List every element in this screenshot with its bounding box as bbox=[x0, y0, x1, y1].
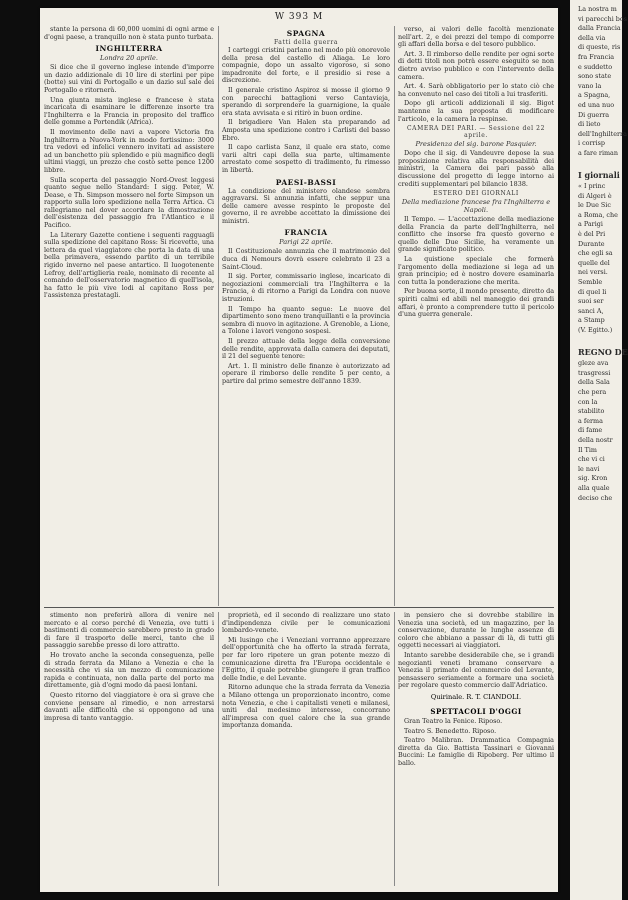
edge-text-line: nei versi. bbox=[578, 268, 608, 277]
section-title: CAMERA DEI PARI. — Sessione del 22 aprile. bbox=[406, 125, 546, 140]
article-subtitle: Della mediazione francese fra l'Inghilterra e Napoli. bbox=[401, 198, 551, 215]
edge-text-line: quelle del bbox=[578, 258, 610, 267]
paragraph: Per buona sorte, il mondo presente, diretto da spiriti calmi ed abili nel maneggio dei grandi affari, è pronto a comprendere tutto il pericolo d'una guerra generale. bbox=[398, 287, 555, 319]
edge-text-line: Semble bbox=[578, 278, 603, 287]
edge-text-line: (V. Egitto.) bbox=[578, 326, 613, 334]
adjacent-page-edge bbox=[566, 0, 628, 900]
column-two bbox=[222, 26, 390, 606]
edge-text-line: che vi ci bbox=[578, 455, 605, 464]
section-title: INGHILTERRA bbox=[95, 44, 163, 54]
paragraph: I carteggi cristini parlano nel modo più onorevole della presa del castello di Aliaga. Le loro compagnie, dopo un assalto vigoroso, si sono impadronite del forte, e il presidio si rese a discrezione. bbox=[222, 46, 390, 85]
paragraph: Dopo gli articoli addizionali il sig. Bigot mantenne la sua proposta di modificare l'articolo, e la camera la respinse. bbox=[398, 99, 554, 123]
bottom-column-three bbox=[398, 612, 554, 886]
upper-section bbox=[44, 26, 554, 606]
column-rule bbox=[394, 26, 395, 606]
edge-text-line: a Stamp bbox=[578, 316, 605, 325]
newspaper-page bbox=[40, 8, 558, 892]
edge-text-line: Durante bbox=[578, 239, 605, 248]
edge-text-line: di fame bbox=[578, 426, 603, 435]
paragraph: Art. 4. Sarà obbligatorio per lo stato ciò che ha convenuto nel caso dei titoli a lui trasferiti. bbox=[398, 82, 554, 98]
bottom-column-two bbox=[222, 612, 390, 886]
paragraph: Il movimento delle navi a vapore Victoria fra Inghilterra a Nuova-York in modo fortissimo: 3000 tra vedovi ed infelici vennero invitati ad assistere ad un banchetto più splendido e più magnifico degli ultimi viaggi, un prezzo che costò sette pence 1200 libbre. bbox=[44, 127, 214, 174]
edge-text-line: vano la bbox=[578, 81, 602, 90]
paragraph: in pensiero che si dovrebbe stabilire in Venezia una società, ed un magazzino, per la conservazione, durante le lunghe assenze di coloro che abbiano a passar di là, di tutti gli oggetti necessari ai viaggiatori. bbox=[398, 611, 554, 650]
edge-text-line: è del Pri bbox=[578, 230, 606, 239]
edge-text-line: vi parecchi bos bbox=[578, 14, 627, 23]
column-rule bbox=[218, 612, 219, 886]
edge-text-line: dell'Inghilterra bbox=[578, 129, 627, 138]
column-rule bbox=[218, 26, 219, 606]
edge-text-line: le Due Sic bbox=[578, 201, 611, 210]
section-subtitle: Fatti della guerra bbox=[273, 39, 339, 46]
paragraph: Il Costituzionale annunzia che il matrimonio del duca di Nemours dovrà essere celebrato il 23 a Saint-Cloud. bbox=[222, 247, 390, 271]
edge-text-line: sanci A, bbox=[578, 306, 604, 315]
adjacent-page-column bbox=[572, 5, 628, 900]
theatre-listing: Teatro S. Benedetto. Riposo. bbox=[404, 726, 497, 735]
paragraph: stimento non preferirà allora di venire nel mercato e al corso perché di Venezia, ove tutti i bastimenti di commercio sarebbero presto in grado di fare il trasporto delle merci, tanto che il passaggio sarebbe presso di loro attratto. bbox=[44, 611, 214, 650]
paragraph: Il capo carlista Sanz, il quale era stato, come varii altri capi della sua parte, ultimamente arrestato come sospetto di tradimento, fu rimesso in libertà. bbox=[222, 143, 390, 174]
edge-text-line: di quel li bbox=[578, 287, 607, 296]
edge-text-line: sig. Kron bbox=[578, 474, 608, 483]
section-title: SPAGNA bbox=[286, 29, 326, 38]
edge-text-line: di Algeri è bbox=[578, 191, 612, 200]
scan-margin-left bbox=[0, 0, 40, 900]
paragraph: Il brigadiere Van Halen sta preparando ad Amposta una spedizione contro i Carlisti del basso Ebro. bbox=[222, 118, 390, 142]
edge-text-line: a Roma, che bbox=[578, 210, 618, 219]
paragraph: La quistione speciale che formerà l'argomento della mediazione si lega ad un gran principio; ed è nostro dovere esaminarla con tutta la ponderazione che merita. bbox=[398, 255, 554, 286]
presidency-line: Presidenza del sig. barone Pasquier. bbox=[415, 140, 537, 149]
paragraph: Il Tempo ha quanto segue: Le nuove del dipartimento sono meno tranquillanti e la provincia sembra di nuovo in agitazione. A Grenoble, a Lione, a Tolone i lavori vengono sospesi. bbox=[222, 304, 391, 336]
paragraph: Una giunta mista inglese e francese è stata incaricata di esaminare le differenze insorte tra l'Inghilterra e la Francia in proposito del traffico delle gomme a Portendik (Africa). bbox=[44, 95, 214, 127]
edge-text-line: di queste, ris bbox=[578, 43, 621, 52]
dateline: Londra 20 aprile. bbox=[99, 54, 158, 63]
paragraph: Intanto sarebbe desiderabile che, se i grandi negozianti veneti bramano conservare a Venezia il primato del commercio del Levante, pensassero seriamente a formare una società per regolare questo commercio dall'Adriatico. bbox=[398, 650, 554, 690]
edge-text-line: a Parigi bbox=[578, 220, 603, 229]
edge-text-line: deciso che bbox=[578, 493, 613, 502]
edge-text-line: a Spagna, bbox=[578, 91, 611, 100]
section-title: PAESI-BASSI bbox=[275, 177, 337, 187]
edge-text-line: della Sala bbox=[578, 378, 610, 387]
edge-text-line: ed una nuo bbox=[578, 100, 615, 109]
section-title: FRANCIA bbox=[284, 228, 328, 238]
section-title: ESTERO DEI GIORNALI bbox=[433, 190, 519, 198]
edge-text-line: i corrisp bbox=[578, 139, 606, 148]
paragraph: Art. 3. Il rimborso delle rendite per ogni sorte di detti titoli non potrà essere eseguito se non dietro avviso pubblico e con l'intervento della camera. bbox=[398, 49, 554, 81]
dateline: Parigi 22 aprile. bbox=[279, 238, 333, 247]
column-one bbox=[44, 26, 214, 606]
edge-heading: REGNO DE bbox=[578, 346, 628, 357]
paragraph: Questo ritorno del viaggiatore è ora sì grave che conviene pensare al rimedio, e non arrestarsi davanti alle difficoltà che si oppongono ad una impresa di tanto vantaggio. bbox=[44, 690, 214, 722]
column-rule bbox=[394, 612, 395, 886]
edge-text-line: con la bbox=[578, 397, 598, 406]
edge-text-line: La nostra m bbox=[578, 5, 617, 13]
paragraph: Sulla scoperta del passaggio Nord-Ovest leggesi quanto segue nello Standard: I sigg. Peter, W. Dease, e Th. Simpson mossero nel forte Simpson un rapporto sulla loro spedizione nella Terra Artica. Ci rallegriamo nel dover accordare la dimostrazione dell'esistenza del passaggio fra l'Atlantico e il Pacifico. bbox=[44, 175, 214, 230]
edge-text-line: suoi ser bbox=[578, 297, 604, 306]
paragraph: La condizione del ministero olandese sembra aggravarsi. Si annunzia infatti, che seppur una delle camere avesse respinto le proposte del governo, il re avrebbe accettato la dimissione dei ministri. bbox=[222, 186, 390, 225]
edge-text-line: le navi bbox=[578, 464, 600, 473]
paragraph: stante la persona di 60,000 uomini di ogni arme e d'ogni paese, a tranquillo non è stata punto turbata. bbox=[44, 25, 214, 41]
edge-text-line: sono state bbox=[578, 72, 612, 81]
paragraph: verso, ai valori delle facoltà menzionate nell'art. 2, e dei prezzi del tempo di comporre gli affari della borsa e del tesoro pubblico. bbox=[398, 25, 554, 49]
edge-text-line: che egli sa bbox=[578, 249, 613, 258]
edge-text-line: dalla Francia bbox=[578, 24, 621, 33]
edge-text-line: fra Francia bbox=[578, 52, 615, 61]
edge-heading: I giornali bbox=[578, 169, 620, 180]
paragraph: Ritorno adunque che la strada ferrata da Venezia a Milano ottenga un proporzionato incontro, come nota Venezia, e che i capitalisti veneti e milanesi, uniti dal medesimo interesse, concorrano all'impresa con quel calore che la sua grande importanza domanda. bbox=[222, 683, 390, 730]
page-header: W 393 M bbox=[274, 12, 324, 22]
edge-text-line: a fare riman bbox=[578, 148, 618, 157]
lower-section bbox=[44, 612, 554, 886]
theatre-listing: Teatro Malibran. Drammatica Compagnia diretta da Gio. Battista Tassinari e Giovanni Buccini: Le famiglie di Ripoberg. Per ultimo il ballo. bbox=[398, 736, 554, 767]
scan-gutter bbox=[558, 0, 566, 900]
edge-text-line: Di guerra bbox=[578, 110, 610, 119]
paragraph: Il prezzo attuale della legge della conversione delle rendite, approvata dalla camera dei deputati, il 21 del seguente tenore: bbox=[222, 337, 390, 361]
paragraph: La Literary Gazette contiene i seguenti ragguagli sulla spedizione del capitano Ross: Si ricevette, una lettera da quel viaggiatore che porta la data di una bella primavera, essendo partito di un terribile rigido inverno nel paese antartico. Il luogotenente Lefroy, dell'artiglieria reale, nominato di recente al comando dell'osservatorio magnetico di quell'isola, ha fatto le più vive lodi al capitano Ross per l'assistenza prestatagli. bbox=[44, 230, 214, 300]
theatre-heading: SPETTACOLI D'OGGI bbox=[430, 706, 522, 716]
paragraph: Mi lusingo che i Veneziani vorranno apprezzare dell'opportunità che ha offerto la strada ferrata, per far loro ripetere un gran potente mezzo di comunicazione diretta fra l'Europa occidentale e l'Egitto, il quale potrebbe giungere il gran traffico delle Indie, e del Levante. bbox=[222, 635, 390, 682]
paragraph: Art. 1. Il ministro delle finanze è autorizzato ad operare il rimborso delle rendite 5 per cento, a partire dal primo semestre dell'anno 1839. bbox=[222, 361, 390, 385]
column-three bbox=[398, 26, 554, 606]
edge-text-line: della nostr bbox=[578, 435, 613, 444]
edge-text-line: che pera bbox=[578, 387, 607, 396]
paragraph: Il generale cristino Aspiroz si mosse il giorno 9 con parecchi battaglioni verso Cantavieja, sperando di sorprendere la guarnigione, la quale era stata avvisata e si ritirò in buon ordine. bbox=[222, 85, 390, 117]
bottom-column-one bbox=[44, 612, 214, 886]
edge-text-line: trasgressi bbox=[578, 368, 611, 377]
edge-text-line: della via bbox=[578, 33, 606, 42]
paragraph: Si dice che il governo inglese intende d'imporre un dazio addizionale di 10 lire di sterlini per pipe (botte) sui vini di Portogallo e un dazio sul sale dei Portogallo e ritornerà. bbox=[44, 63, 214, 94]
edge-text-line: e suddetto bbox=[578, 62, 613, 71]
edge-text-line: gleze ava bbox=[578, 359, 609, 368]
edge-text-line: Il Tim bbox=[578, 445, 597, 454]
edge-text-line: di lieto bbox=[578, 120, 601, 129]
section-divider bbox=[44, 607, 554, 608]
edge-text-line: « I princ bbox=[578, 182, 606, 191]
theatre-listing: Gran Teatro la Fenice. Riposo. bbox=[404, 716, 503, 725]
edge-text-line: alla quale bbox=[578, 483, 610, 492]
edge-text-line: a ferma bbox=[578, 416, 603, 425]
paragraph: proprietà, ed il secondo di realizzare uno stato d'indipendenza civile per le comunicazioni lombardo-venete. bbox=[222, 611, 390, 635]
paragraph: Il sig. Porter, commissario inglese, incaricato di negoziazioni commerciali tra l'Inghilterra e la Francia, è di ritorno a Parigi da Londra con nuove istruzioni. bbox=[222, 272, 390, 304]
paragraph: Ho trovato anche la seconda conseguenza, pelle di strada ferrata da Milano a Venezia e che la necessità che vi sia un mezzo di comunicazione rapida e continuata, non dalla parte del porto ma direttamente, già d'ogni modo da paesi lontani. bbox=[44, 650, 214, 690]
edge-text-line: stabilito bbox=[578, 407, 605, 416]
signature-line: Quirinale. R. T. CIANDOLI. bbox=[430, 692, 522, 701]
paragraph: Il Tempo. — L'accettazione della mediazione della Francia da parte dell'Inghilterra, nel conflitto che insorse fra questo governo e quello delle Due Sicilie, ha veramente un grande significato politico. bbox=[398, 215, 554, 254]
paragraph: Dopo che il sig. di Vandeuvre depose la sua proposizione relativa alla responsabilità dei ministri, la Camera dei pari passò alla discussione del progetto di legge intorno ai crediti supplementari pel bilancio 1838. bbox=[398, 149, 554, 188]
